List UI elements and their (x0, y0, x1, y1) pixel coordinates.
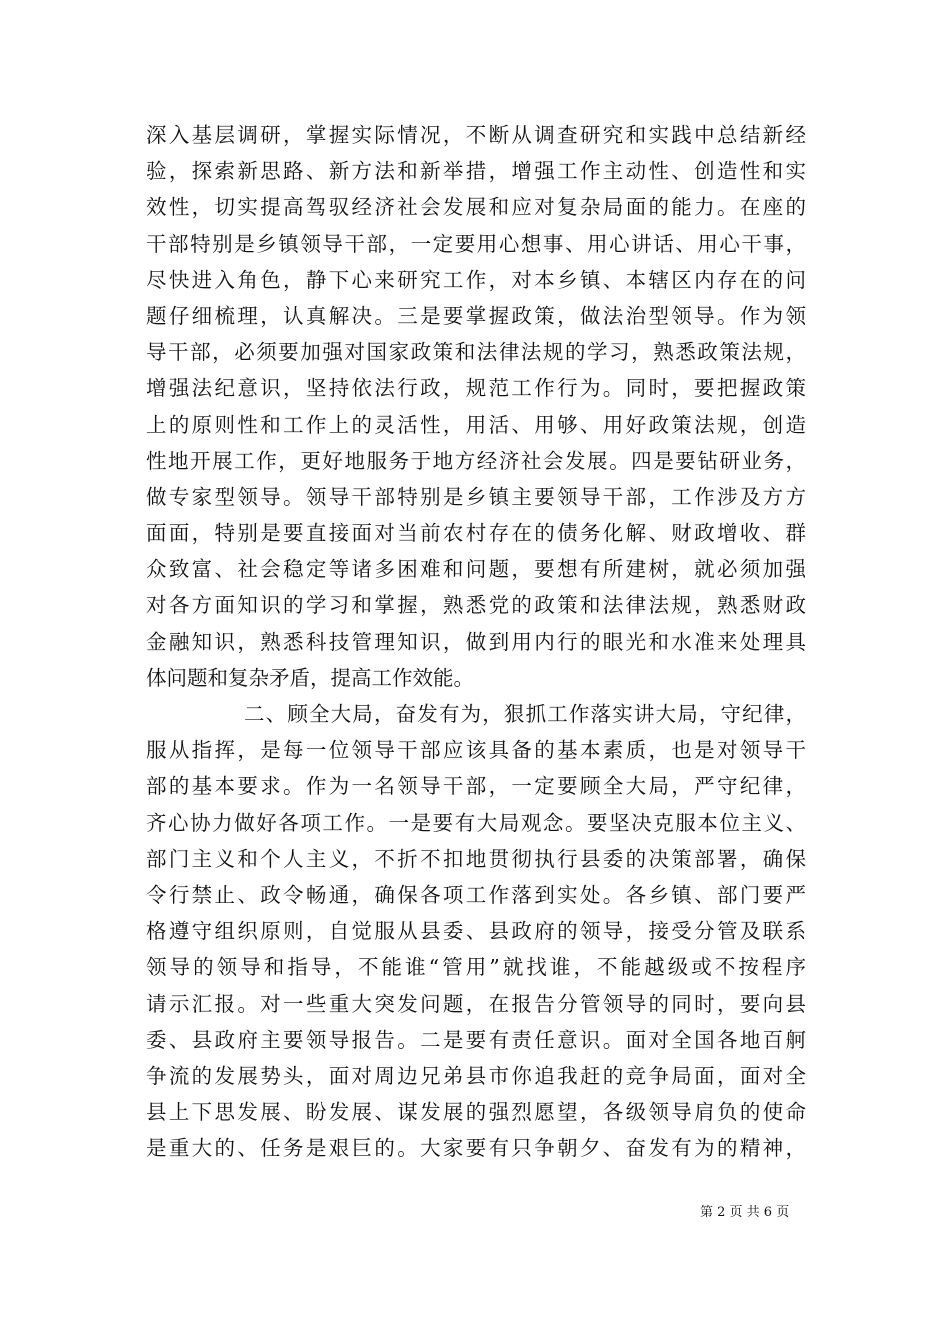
section-heading-line: 二、顾全大局，奋发有为，狠抓工作落实讲大局，守纪律， (244, 702, 806, 726)
text-line: 体问题和复杂矛盾，提高工作效能。 (146, 665, 474, 690)
text-line: 是重大的、任务是艰巨的。大家要有只争朝夕、奋发有为的精神， (146, 1136, 806, 1161)
document-body (146, 117, 806, 1166)
text-line: 令行禁止、政令畅通，确保各项工作落到实处。各乡镇、部门要严 (146, 882, 806, 907)
text-line: 验，探索新思路、新方法和新举措，增强工作主动性、创造性和实 (146, 159, 806, 184)
text-line: 格遵守组织原则，自觉服从县委、县政府的领导，接受分管及联系 (146, 919, 806, 944)
text-line: 上的原则性和工作上的灵活性，用活、用够、用好政策法规，创造 (146, 412, 806, 437)
text-line: 县上下思发展、盼发展、谋发展的强烈愿望，各级领导肩负的使命 (146, 1100, 806, 1125)
paragraph-1 (146, 117, 806, 696)
text-line: 导干部，必须要加强对国家政策和法律法规的学习，熟悉政策法规， (146, 340, 806, 365)
text-line: 领导的领导和指导，不能谁“管用”就找谁，不能越级或不按程序 (146, 955, 806, 980)
text-line: 尽快进入角色，静下心来研究工作，对本乡镇、本辖区内存在的问 (146, 267, 806, 292)
text-line: 性地开展工作，更好地服务于地方经济社会发展。四是要钻研业务， (146, 448, 806, 473)
page-number-label: 第 2 页 共 6 页 (700, 1205, 790, 1220)
page-footer (700, 1204, 820, 1222)
text-line: 金融知识，熟悉科技管理知识，做到用内行的眼光和水准来处理具 (146, 629, 806, 654)
text-line: 服从指挥，是每一位领导干部应该具备的基本素质，也是对领导干 (146, 738, 806, 763)
text-line: 部的基本要求。作为一名领导干部，一定要顾全大局，严守纪律， (146, 774, 806, 799)
text-line: 部门主义和个人主义，不折不扣地贯彻执行县委的决策部署，确保 (146, 846, 806, 871)
text-line: 齐心协力做好各项工作。一是要有大局观念。要坚决克服本位主义、 (146, 810, 806, 835)
text-line: 对各方面知识的学习和掌握，熟悉党的政策和法律法规，熟悉财政 (146, 593, 806, 618)
text-line: 增强法纪意识，坚持依法行政，规范工作行为。同时，要把握政策 (146, 376, 806, 401)
text-line: 众致富、社会稳定等诸多困难和问题，要想有所建树，就必须加强 (146, 557, 806, 582)
paragraph-2 (146, 696, 806, 1166)
text-line: 做专家型领导。领导干部特别是乡镇主要领导干部，工作涉及方方 (146, 484, 806, 509)
text-line: 干部特别是乡镇领导干部，一定要用心想事、用心讲话、用心干事， (146, 231, 806, 256)
text-line: 争流的发展势头，面对周边兄弟县市你追我赶的竞争局面，面对全 (146, 1063, 806, 1088)
text-line: 委、县政府主要领导报告。二是要有责任意识。面对全国各地百舸 (146, 1027, 806, 1052)
text-line: 深入基层调研，掌握实际情况，不断从调查研究和实践中总结新经 (146, 123, 806, 147)
text-line: 效性，切实提高驾驭经济社会发展和应对复杂局面的能力。在座的 (146, 195, 806, 220)
text-line: 请示汇报。对一些重大突发问题，在报告分管领导的同时，要向县 (146, 991, 806, 1016)
text-line: 题仔细梳理，认真解决。三是要掌握政策，做法治型领导。作为领 (146, 303, 806, 328)
text-line: 面面，特别是要直接面对当前农村存在的债务化解、财政增收、群 (146, 521, 806, 546)
